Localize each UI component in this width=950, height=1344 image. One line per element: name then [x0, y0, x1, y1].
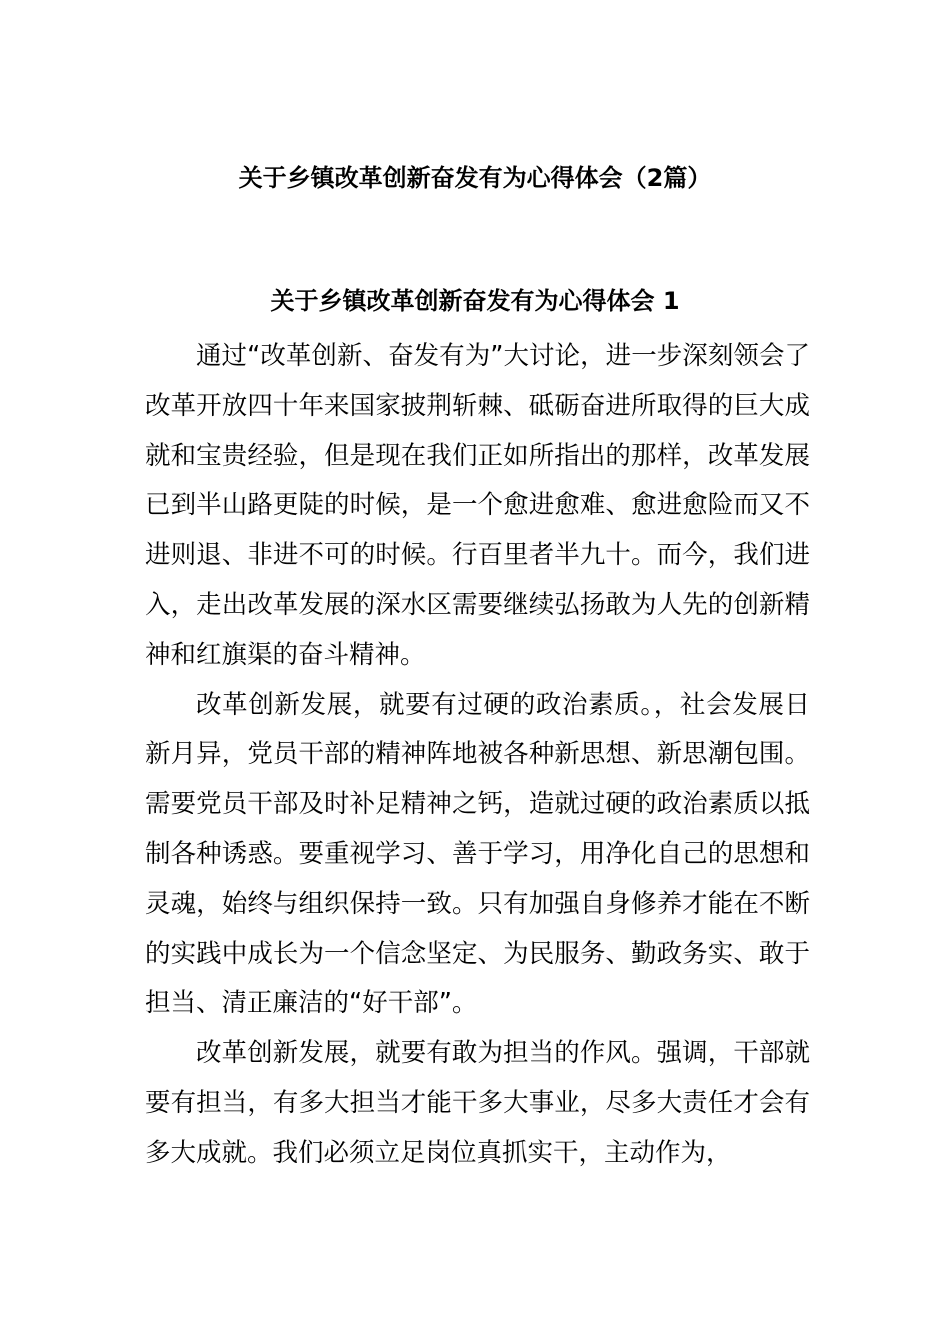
document-title: 关于乡镇改革创新奋发有为心得体会（2篇）: [238, 164, 712, 192]
paragraph-2: 改革创新发展，就要有过硬的政治素质。，社会发展日新月异，党员干部的精神阵地被各种新思想、新思潮包围。需要党员干部及时补足精神之钙，造就过硬的政治素质以抵制各种诱惑。要重视学习、善于学习，用净化自己的思想和灵魂，始终与组织保持一致。只有加强自身修养才能在不断的实践中成长为一个信念坚定、为民服务、勤政务实、敢于担当、清正廉洁的“好干部”。: [145, 689, 810, 1019]
paragraph-1: 通过“改革创新、奋发有为”大讨论，进一步深刻领会了改革开放四十年来国家披荆斩棘、砥砺奋进所取得的巨大成就和宝贵经验，但是现在我们正如所指出的那样，改革发展已到半山路更陡的时候，是一个愈进愈难、愈进愈险而又不进则退、非进不可的时候。行百里者半九十。而今，我们进入，走出改革发展的深水区需要继续弘扬敢为人先的创新精神和红旗渠的奋斗精神。: [145, 341, 810, 670]
section-title: 关于乡镇改革创新奋发有为心得体会 1: [270, 287, 680, 315]
paragraph-3: 改革创新发展，就要有敢为担当的作风。强调，干部就要有担当，有多大担当才能干多大事业，尽多大责任才会有多大成就。我们必须立足岗位真抓实干，主动作为，: [145, 1038, 810, 1168]
document-body: [145, 332, 810, 1179]
